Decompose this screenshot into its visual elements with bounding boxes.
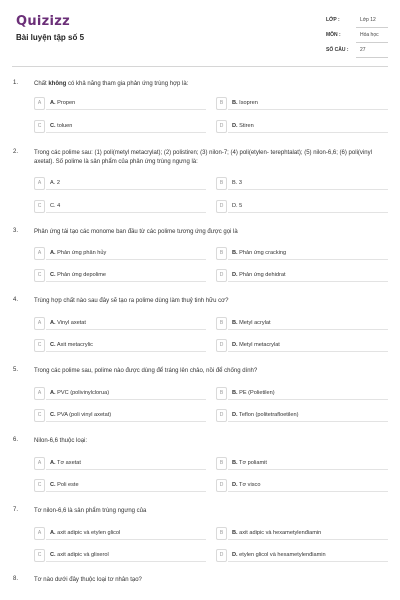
option-letter-box: A xyxy=(34,247,45,260)
option-letter-box: A xyxy=(34,457,45,470)
option-a[interactable]: A A. Phản ứng phân hủy xyxy=(34,247,206,260)
header-divider xyxy=(12,66,388,67)
question-number: 6. xyxy=(13,437,19,443)
option-letter-box: B xyxy=(216,97,227,110)
question-number: 3. xyxy=(13,228,19,234)
option-letter-box: B xyxy=(216,247,227,260)
option-letter-box: C xyxy=(34,269,45,282)
option-letter-box: C xyxy=(34,120,45,133)
option-letter-box: A xyxy=(34,97,45,110)
question-text: Tơ nào dưới đây thuộc loại tơ nhân tạo? xyxy=(34,577,142,583)
option-c[interactable]: C C. axit adipic và glixerol xyxy=(34,549,206,562)
option-d[interactable]: D D. Tơ visco xyxy=(216,479,388,492)
question-text: Trong các polime sau: (1) poli(metyl metacrylat); (2) polistiren; (3) nilon-7; (4) poli(etylen- terephtalat); (5) nilon-6,6; (6) poli(vinyl axetat). Số polime là sản phẩm của phản ứng trùng ngưng là: xyxy=(34,150,372,165)
option-letter-box: D xyxy=(216,120,227,133)
question-text: Phản ứng tái tạo các monome ban đầu từ các polime tương ứng được gọi là xyxy=(34,229,238,235)
meta-underline xyxy=(356,27,388,28)
option-d[interactable]: D D. Metyl metacrylat xyxy=(216,339,388,352)
meta-label: SỐ CÂU : xyxy=(326,47,349,53)
worksheet-header xyxy=(0,0,400,66)
option-letter-box: A xyxy=(34,317,45,330)
meta-underline xyxy=(356,42,388,43)
option-b[interactable]: B B. Metyl acrylat xyxy=(216,317,388,330)
option-b[interactable]: B B. axit adipic và hexametylenđiamin xyxy=(216,527,388,540)
meta-question-count xyxy=(322,44,388,58)
option-c[interactable]: C C. Poli este xyxy=(34,479,206,492)
question-number: 8. xyxy=(13,576,19,582)
option-d[interactable]: D D. Stiren xyxy=(216,120,388,133)
option-c[interactable]: C C. 4 xyxy=(34,200,206,213)
option-a[interactable]: A A. 2 xyxy=(34,177,206,190)
option-c[interactable]: C C. Phản ứng depolime xyxy=(34,269,206,282)
option-letter-box: D xyxy=(216,549,227,562)
option-letter-box: C xyxy=(34,479,45,492)
option-letter-box: D xyxy=(216,479,227,492)
meta-subject xyxy=(322,29,388,43)
question-number: 7. xyxy=(13,507,19,513)
option-a[interactable]: A A. PVC (polivinylclorua) xyxy=(34,387,206,400)
option-a[interactable]: A A. Propen xyxy=(34,97,206,110)
option-letter-box: B xyxy=(216,457,227,470)
option-b[interactable]: B B. Phản ứng cracking xyxy=(216,247,388,260)
meta-label: LỚP : xyxy=(326,17,340,23)
option-d[interactable]: D D. Phản ứng dehidrat xyxy=(216,269,388,282)
question-number: 1. xyxy=(13,80,19,86)
option-letter-box: D xyxy=(216,409,227,422)
option-letter-box: A xyxy=(34,527,45,540)
option-letter-box: B xyxy=(216,387,227,400)
option-letter-box: A xyxy=(34,177,45,190)
option-b[interactable]: B B. PE (Polietilen) xyxy=(216,387,388,400)
option-letter-box: C xyxy=(34,409,45,422)
question-text: Nilon-6,6 thuộc loại: xyxy=(34,438,88,444)
question-number: 5. xyxy=(13,367,19,373)
quizizz-logo: Quizizz xyxy=(16,14,71,29)
option-letter-box: B xyxy=(216,177,227,190)
option-d[interactable]: D D. etylen glicol và hexametylenđiamin xyxy=(216,549,388,562)
meta-label: MÔN : xyxy=(326,32,341,38)
option-letter-box: D xyxy=(216,269,227,282)
option-letter-box: C xyxy=(34,339,45,352)
option-letter-box: D xyxy=(216,200,227,213)
meta-grade xyxy=(322,14,388,28)
meta-value: 27 xyxy=(360,47,366,53)
option-c[interactable]: C C. Axit metacrylic xyxy=(34,339,206,352)
question-text: Chất không có khả năng tham gia phản ứng trùng hợp là: xyxy=(34,81,189,87)
question-text: Tơ nilon-6,6 là sản phẩm trùng ngưng của xyxy=(34,508,147,514)
option-b[interactable]: B B. 3 xyxy=(216,177,388,190)
question-text: Trùng hợp chất nào sau đây sẽ tạo ra polime dùng làm thuỷ tinh hữu cơ? xyxy=(34,298,229,304)
option-c[interactable]: C C. toluen xyxy=(34,120,206,133)
meta-underline xyxy=(356,57,388,58)
option-b[interactable]: B B. Tơ poliamit xyxy=(216,457,388,470)
option-letter-box: B xyxy=(216,527,227,540)
option-d[interactable]: D D. 5 xyxy=(216,200,388,213)
option-letter-box: D xyxy=(216,339,227,352)
question-number: 2. xyxy=(13,149,19,155)
option-d[interactable]: D D. Teflon (politetrafloetilen) xyxy=(216,409,388,422)
option-a[interactable]: A A. Vinyl axetat xyxy=(34,317,206,330)
option-letter-box: A xyxy=(34,387,45,400)
option-c[interactable]: C C. PVA (poli vinyl axetat) xyxy=(34,409,206,422)
option-letter-box: B xyxy=(216,317,227,330)
option-a[interactable]: A A. axit adipic và etylen glicol xyxy=(34,527,206,540)
question-number: 4. xyxy=(13,297,19,303)
option-letter-box: C xyxy=(34,200,45,213)
worksheet-title: Bài luyện tập số 5 xyxy=(16,33,85,42)
option-b[interactable]: B B. Isopren xyxy=(216,97,388,110)
option-a[interactable]: A A. Tơ axetat xyxy=(34,457,206,470)
meta-value: Hóa học xyxy=(360,32,379,38)
question-text: Trong các polime sau, polime nào được dùng để tráng lên chảo, nồi để chống dính? xyxy=(34,368,258,374)
meta-value: Lớp 12 xyxy=(360,17,376,23)
option-letter-box: C xyxy=(34,549,45,562)
